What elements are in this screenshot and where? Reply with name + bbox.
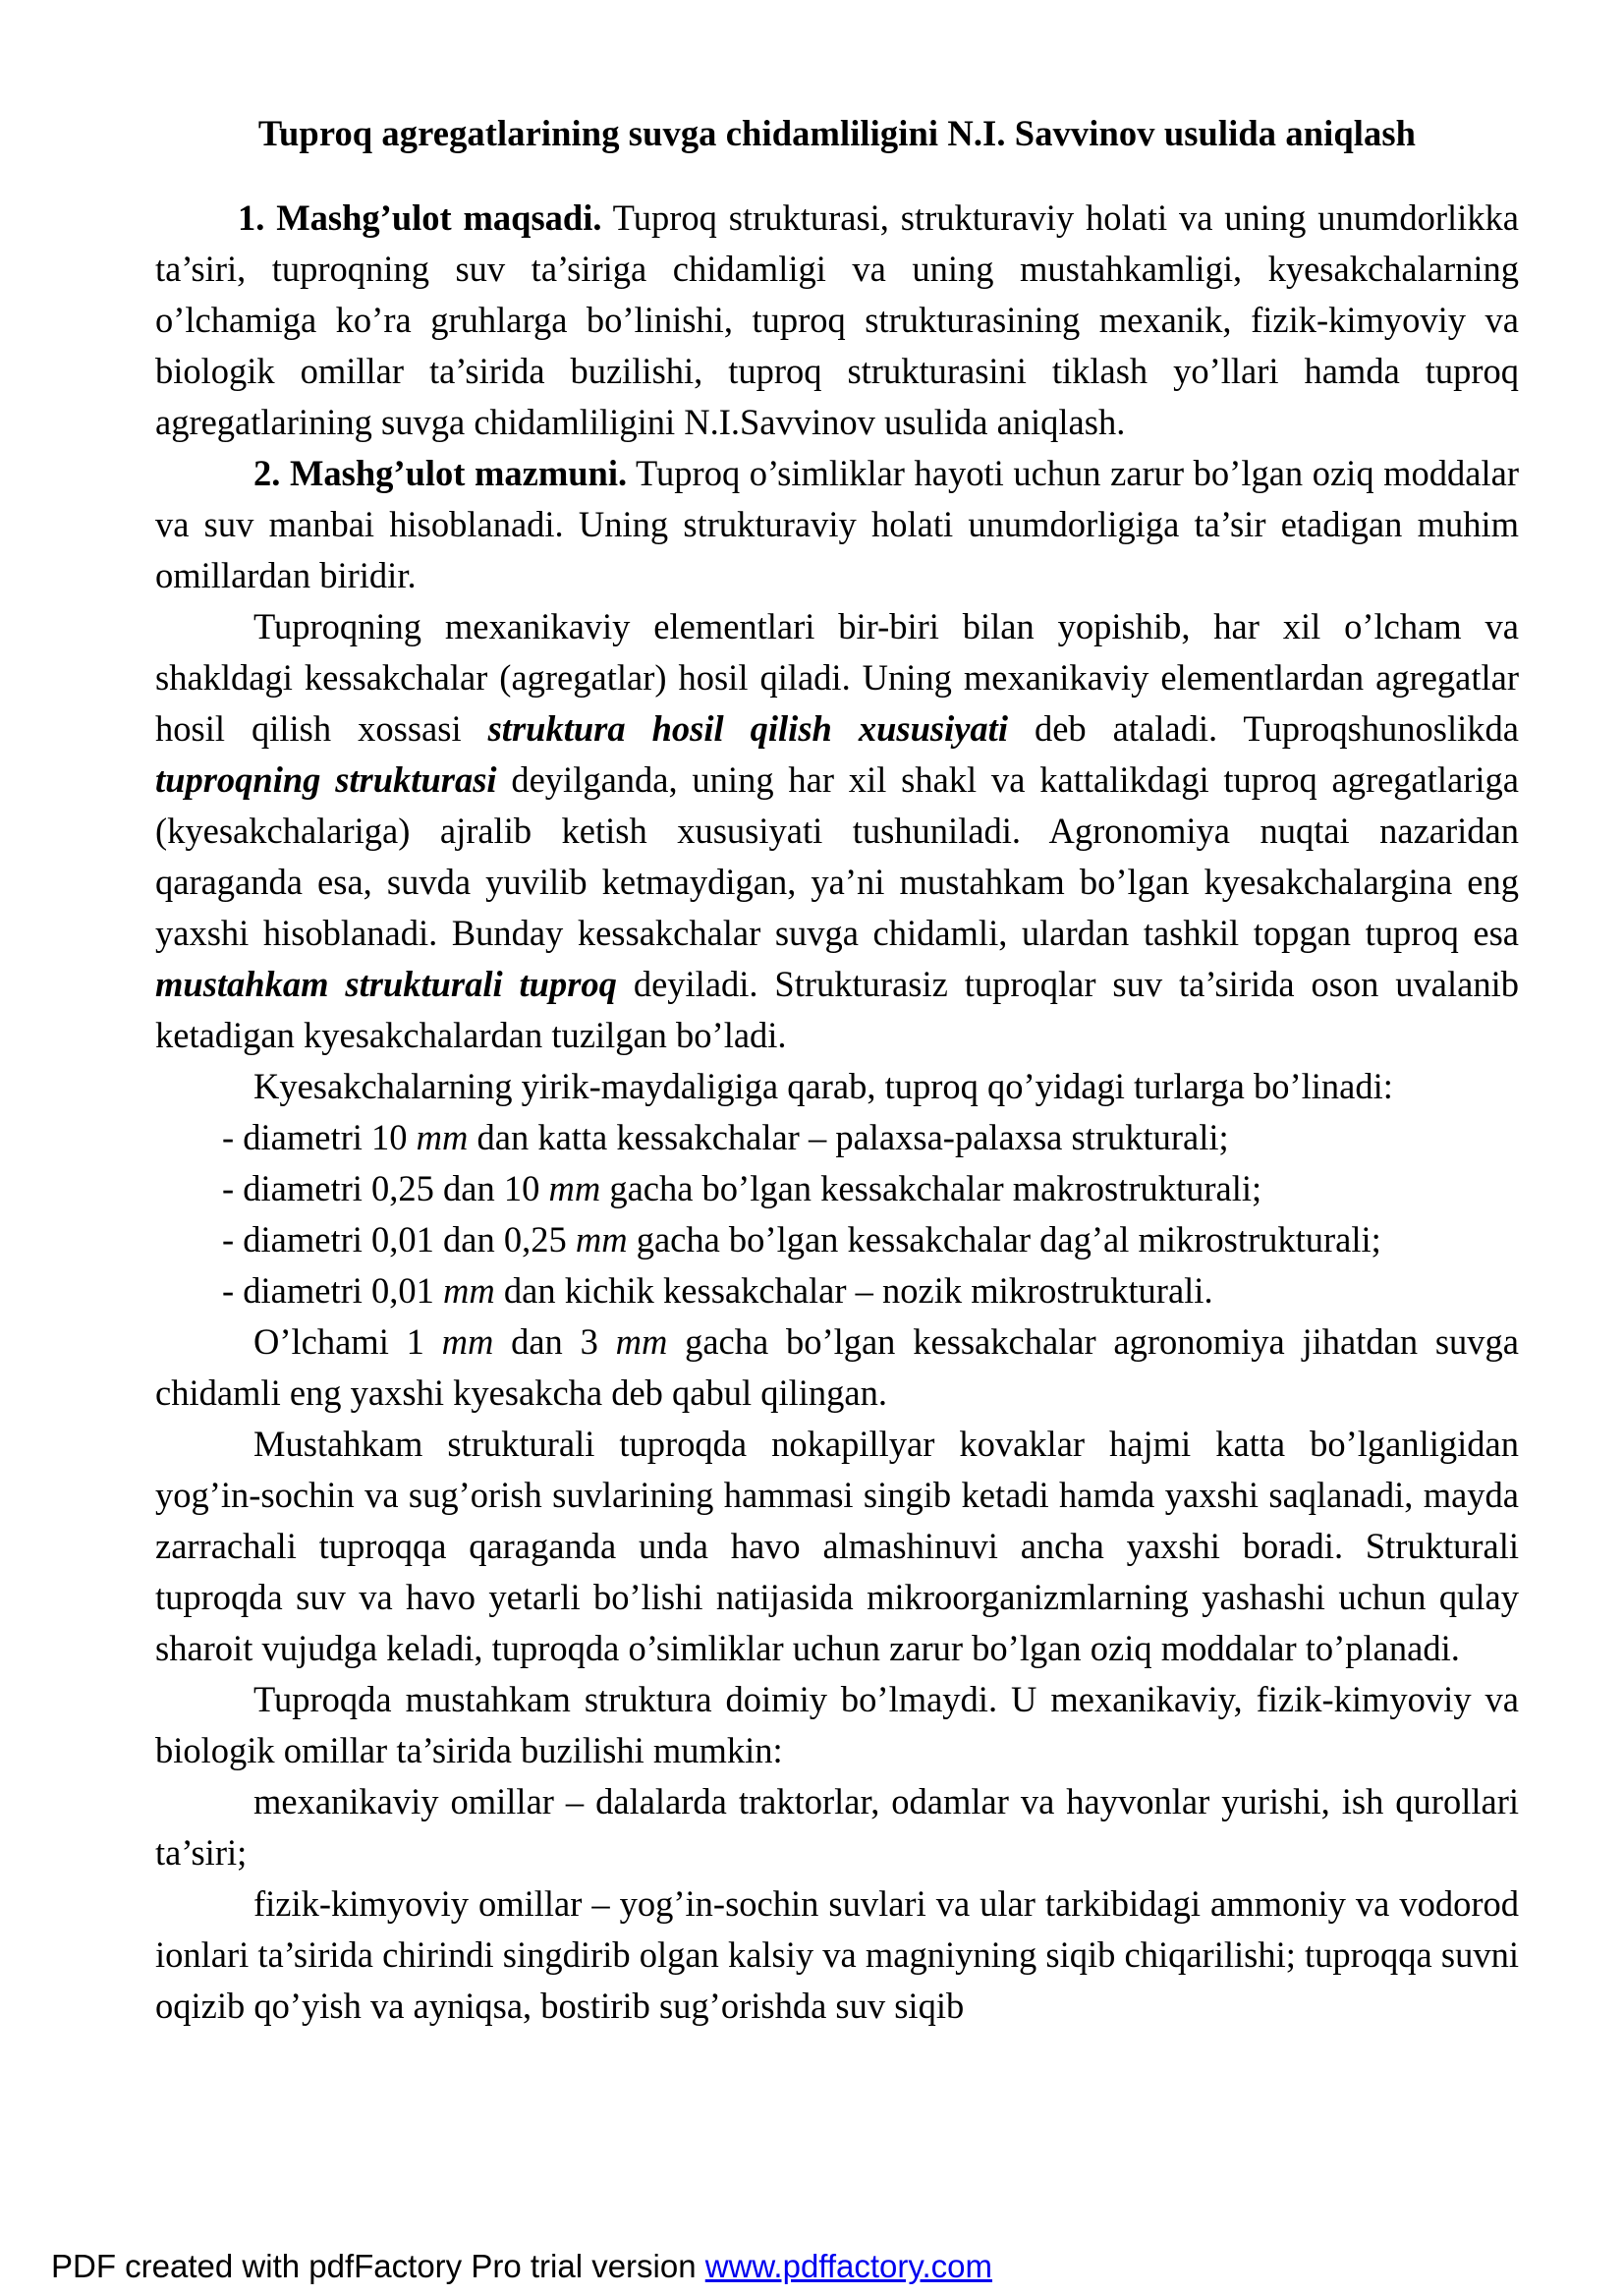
paragraph-text: deyiladi. Strukturasiz tuproqlar suv ta’sirida oson uvalanib ketadigan kyesakchalardan tuzilgan bo’ladi. xyxy=(155,964,1519,1055)
list-text: dan kichik kessakchalar – nozik mikrostrukturali. xyxy=(494,1270,1213,1311)
unit-label: mm xyxy=(615,1321,668,1362)
structure-instability-paragraph: Tuproqda mustahkam struktura doimiy bo’lmaydi. U mexanikaviy, fizik-kimyoviy va biologik omillar ta’sirida buzilishi mumkin: xyxy=(155,1679,1519,1770)
section-1-text: Tuproq strukturasi, strukturaviy holati va uning unumdorlikka ta’siri, tuproqning suv ta’siriga chidamligi va uning mustahkamligi, kyesakchalarning o’lchamiga ko’ra gruhlarga bo’linishi, tuproq strukturasining mexanik, fizik-kimyoviy va biologik omillar ta’sirida buzilishi, tuproq strukturasini tiklash yo’llari hamda tuproq agregatlarining suvga chidamliligini N.I.Savvinov usulida aniqlash. xyxy=(155,197,1519,442)
structured-soil-paragraph: Mustahkam strukturali tuproqda nokapillyar kovaklar hajmi katta bo’lganligidan yog’in-sochin va sug’orish suvlarining hammasi singib ketadi hamda yaxshi saqlanadi, mayda zarrachali tuproqqa qaraganda unda havo almashinuvi ancha yaxshi boradi. Strukturali tuproqda suv va havo yetarli bo’lishi natijasida mikroorganizmlarning yashashi uchun qulay sharoit vujudga keladi, tuproqda o’simliklar uchun zarur bo’lgan oziq moddalar to’planadi. xyxy=(155,1424,1519,1668)
unit-label: mm xyxy=(443,1270,495,1311)
unit-label: mm xyxy=(416,1117,469,1157)
paragraph-text: O’lchami 1 xyxy=(253,1321,442,1362)
classification-intro: Kyesakchalarning yirik-maydaligiga qarab, tuproq qo’yidagi turlarga bo’linadi: xyxy=(253,1066,1393,1106)
list-text: - diametri 0,25 dan 10 xyxy=(222,1168,549,1208)
emphasis-term: tuproqning strukturasi xyxy=(155,759,497,800)
paragraph-text: Tuproqning mexanikaviy elementlari bir-biri bilan yopishib, har xil o’lcham va shakldagi kessakchalar (agregatlar) hosil qiladi. Uning mexanikaviy elementlardan agregatlar hosil qilish xossasi xyxy=(155,606,1519,749)
physicochemical-factors-paragraph: fizik-kimyoviy omillar – yog’in-sochin suvlari va ular tarkibidagi ammoniy va vodorod ionlari ta’sirida chirindi singdirib olgan kalsiy va magniyning siqib chiqarilishi; tuproqqa suvni oqizib qo’yish va ayniqsa, bostirib sug’orishda suv siqib xyxy=(155,1883,1519,2026)
list-text: gacha bo’lgan kessakchalar makrostrukturali; xyxy=(600,1168,1262,1208)
paragraph-text: deyilganda, uning har xil shakl va kattalikdagi tuproq agregatlariga (kyesakchalariga) ajralib ketish xususiyati tushuniladi. Agronomiya nuqtai nazaridan qaraganda esa, suvda yuvilib ketmaydigan, ya’ni mustahkam bo’lgan kyesakchalargina eng yaxshi hisoblanadi. Bunday kessakchalar suvga chidamli, ulardan tashkil topgan tuproq esa xyxy=(155,759,1519,953)
list-text: - diametri 0,01 xyxy=(222,1270,444,1311)
optimal-size-paragraph xyxy=(155,1316,1519,1419)
list-text: gacha bo’lgan kessakchalar dag’al mikrostrukturali; xyxy=(627,1219,1381,1260)
paragraph-text: deb ataladi. Tuproqshunoslikda xyxy=(1007,708,1519,749)
list-text: - diametri 10 xyxy=(222,1117,417,1157)
emphasis-term: mustahkam strukturali tuproq xyxy=(155,964,617,1004)
section-1-paragraph xyxy=(155,193,1519,448)
unit-label: mm xyxy=(575,1219,628,1260)
paragraph-text: dan 3 xyxy=(493,1321,616,1362)
list-text: dan katta kessakchalar – palaxsa-palaxsa strukturali; xyxy=(468,1117,1229,1157)
list-item xyxy=(155,1265,1519,1316)
structure-definition-paragraph xyxy=(155,601,1519,1061)
section-2-heading: 2. Mashg’ulot mazmuni. xyxy=(253,453,628,493)
pdf-footer xyxy=(51,2247,992,2286)
section-2-paragraph xyxy=(155,448,1519,601)
footer-link[interactable]: www.pdffactory.com xyxy=(704,2248,992,2284)
list-item xyxy=(155,1163,1519,1214)
mechanical-factors-paragraph: mexanikaviy omillar – dalalarda traktorlar, odamlar va hayvonlar yurishi, ish qurollari ta’siri; xyxy=(155,1781,1519,1873)
list-text: - diametri 0,01 dan 0,25 xyxy=(222,1219,576,1260)
unit-label: mm xyxy=(548,1168,601,1208)
document-title: Tuproq agregatlarining suvga chidamliligini N.I. Savvinov usulida aniqlash xyxy=(257,113,1417,153)
list-item xyxy=(155,1112,1519,1163)
section-1-heading: 1. Mashg’ulot maqsadi. xyxy=(238,197,602,238)
paragraph-text: gacha bo’lgan kessakchalar agronomiya jihatdan suvga chidamli eng yaxshi kyesakcha deb qabul qilingan. xyxy=(155,1321,1520,1413)
footer-text: PDF created with pdfFactory Pro trial version xyxy=(51,2248,705,2284)
list-item xyxy=(155,1214,1519,1265)
section-2-text: Tuproq o’simliklar hayoti uchun zarur bo’lgan oziq moddalar va suv manbai hisoblanadi. Uning strukturaviy holati unumdorligiga ta’sir etadigan muhim omillardan biridir. xyxy=(155,453,1519,595)
emphasis-term: struktura hosil qilish xususiyati xyxy=(487,708,1008,749)
unit-label: mm xyxy=(441,1321,494,1362)
document-page xyxy=(155,108,1519,2032)
